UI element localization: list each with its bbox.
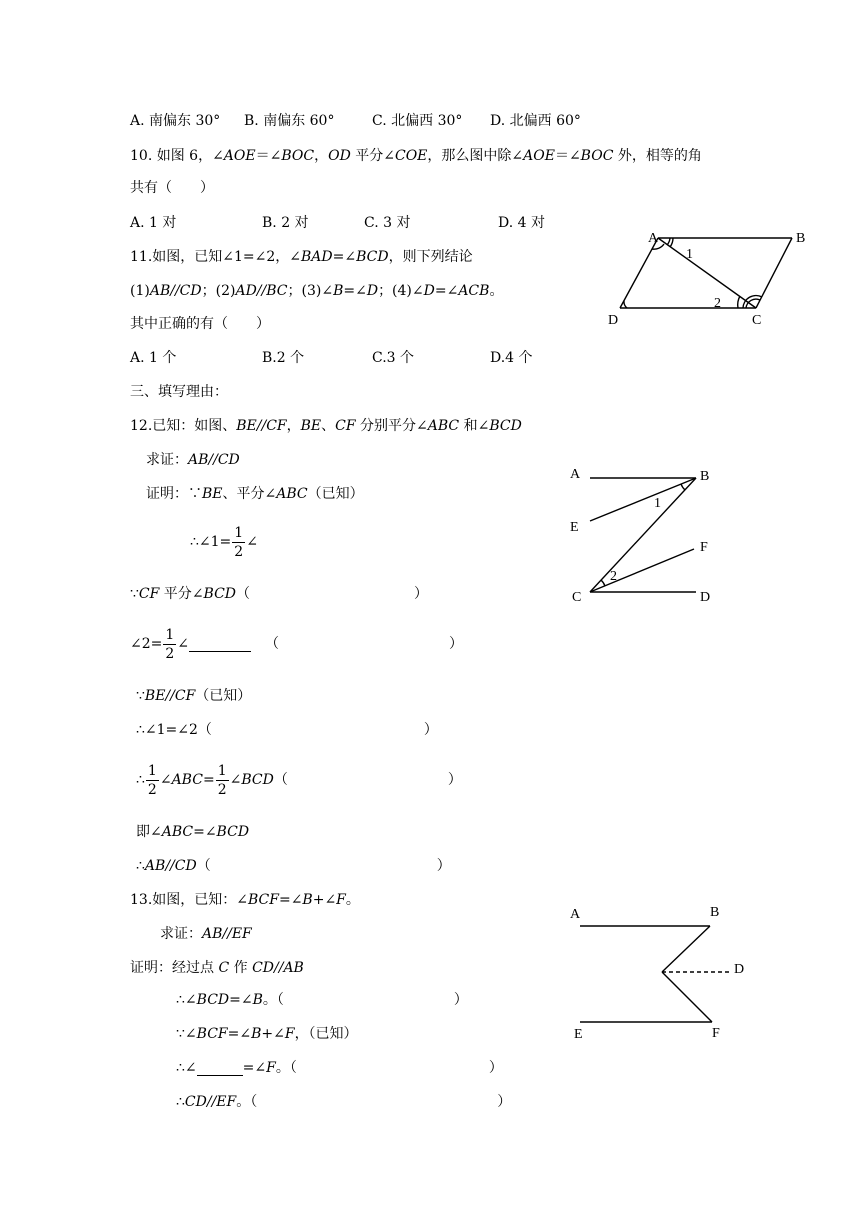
q12-s4-open: （ <box>265 636 280 652</box>
q13-s2-lead: ∴ <box>176 992 185 1008</box>
q12-step4 <box>130 624 463 664</box>
q13-s4-close: ） <box>488 1060 503 1076</box>
q12-s2-half <box>232 524 245 561</box>
q12-prove-label: 求证： <box>146 452 188 468</box>
q11-question: 其中正确的有（ ） <box>130 316 270 332</box>
q12-s4-close: ） <box>449 636 464 652</box>
q12-s3-angle: ∠BCD <box>191 586 237 602</box>
q12-s8-lead: 即 <box>136 824 150 840</box>
q12-s7-eq: = <box>202 772 215 788</box>
q12-s4-lead: ∠2= <box>130 636 163 652</box>
q13-s3-reason: ，（已知） <box>294 1026 358 1042</box>
q12-s7-close: ） <box>447 772 462 788</box>
q13-s1-lead: 证明：经过点 <box>130 960 219 976</box>
q12-s3-open: （ <box>236 586 251 602</box>
q10-option-b: B. 2 对 <box>262 215 309 231</box>
q13-s3-lead: ∵ <box>176 1026 185 1042</box>
q12-s6-lead: ∴∠1=∠2（ <box>136 722 212 738</box>
q13-s5-lead: ∴ <box>176 1094 185 1110</box>
q13-label-e: E <box>574 1027 583 1042</box>
q13-label-f: F <box>712 1026 720 1041</box>
q12-step6 <box>136 720 438 740</box>
q12-s5-parallel: BE//CF <box>144 688 196 704</box>
q10-angle-coe: ∠COE <box>383 148 428 164</box>
q11-label-d: D <box>608 313 619 328</box>
q12-s3-close: ） <box>414 586 429 602</box>
q10-stem-line2: 共有（ ） <box>130 180 214 196</box>
q12-angle-bcd: ∠BCD <box>477 418 522 434</box>
q11-end: 。 <box>489 283 504 299</box>
q9-option-b: B. 南偏东 60° <box>244 113 335 129</box>
q12-step2 <box>190 522 258 562</box>
q12-s8-angles: ∠ABC=∠BCD <box>150 824 250 840</box>
q12-s4-num: 1 <box>165 626 175 643</box>
q11-sep1: ；(2) <box>201 283 236 299</box>
q13-step3 <box>176 1024 358 1044</box>
q13-label-a: A <box>570 907 581 922</box>
q11-given: 11.如图，已知∠1=∠2， <box>130 249 290 265</box>
q11-tail: ，则下列结论 <box>388 249 473 265</box>
q13-s1-parallel: CD//AB <box>252 960 304 976</box>
q12-step1 <box>146 484 364 504</box>
q12-dun: 、 <box>321 418 336 434</box>
q12-arc-b <box>681 484 685 490</box>
q12-s7-den-1: 2 <box>147 781 157 798</box>
q11-figure <box>600 224 820 328</box>
q11-c1: AB//CD <box>149 283 202 299</box>
q10-option-a: A. 1 对 <box>130 215 177 231</box>
q12-s3-cf: CF <box>138 586 160 602</box>
q12-proof-label: 证明：∵ <box>146 486 202 502</box>
q12-cf: CF <box>335 418 356 434</box>
q11-arc-a1 <box>667 238 670 245</box>
q11-label-a: A <box>648 231 659 246</box>
q10-angle-aoe: ∠AOE <box>212 148 256 164</box>
q12-angle-abc: ∠ABC <box>416 418 460 434</box>
q12-s9-lead: ∴ <box>136 858 145 874</box>
q12-s7-angle-abc: ∠ABC <box>159 772 203 788</box>
q11-label-2: 2 <box>714 296 721 311</box>
q12-s6-close: ） <box>423 722 438 738</box>
q12-label-1: 1 <box>654 496 661 511</box>
q10-eq: ＝ <box>255 148 270 164</box>
q10-eq-2: ＝ <box>554 148 569 164</box>
q13-s2-close: ） <box>453 992 468 1008</box>
q13-prove-stmt: AB//EF <box>202 926 252 942</box>
q13-end: 。 <box>345 892 360 908</box>
q12-be-cf: BE//CF <box>236 418 287 434</box>
q12-s7-den-2: 2 <box>217 781 227 798</box>
q13-s2-angles: ∠BCD=∠B <box>184 992 263 1008</box>
q13-s1-point: C <box>218 960 230 976</box>
q12-s9-open: （ <box>196 858 211 874</box>
q12-s7-num-1: 1 <box>147 762 157 779</box>
q12-label-d: D <box>700 590 711 605</box>
q12-prove <box>146 450 240 470</box>
q12-s4-angle: ∠ <box>177 636 190 652</box>
q12-label-e: E <box>570 520 579 535</box>
q12-s4-den: 2 <box>165 645 175 662</box>
q10-od: OD <box>328 148 351 164</box>
q12-seg-cf <box>590 549 694 592</box>
q12-given: 12.已知：如图、 <box>130 418 237 434</box>
q11-label-c: C <box>752 313 762 328</box>
q13-s4-lead: ∴∠ <box>176 1060 197 1076</box>
q13-s2-open: 。（ <box>262 992 284 1008</box>
q11-arc-d <box>624 301 627 308</box>
q10-angle-boc: ∠BOC <box>269 148 315 164</box>
q12-s7-lead: ∴ <box>136 772 145 788</box>
q12-bisect: 分别平分 <box>355 418 417 434</box>
q11-label-b: B <box>796 231 806 246</box>
q12-label-c: C <box>572 590 582 605</box>
q12-s7-num-2: 1 <box>217 762 227 779</box>
q13-s4-angle-f: ∠F <box>254 1060 276 1076</box>
q10-option-d: D. 4 对 <box>498 215 545 231</box>
section3-title: 三、填写理由： <box>130 384 228 400</box>
q11-c1-label: (1) <box>130 283 150 299</box>
q11-c3: ∠B=∠D <box>321 283 379 299</box>
q13-label-b: B <box>710 905 720 920</box>
q12-and: 和 <box>459 418 478 434</box>
q13-s5-open: 。（ <box>236 1094 258 1110</box>
q13-step4 <box>176 1058 503 1078</box>
q12-s7-open: （ <box>273 772 288 788</box>
q13-s4-eq: = <box>242 1060 255 1076</box>
q13-s5-close: ） <box>497 1094 512 1110</box>
q12-step5 <box>136 686 251 706</box>
q11-arc-c1 <box>738 296 740 308</box>
q13-step5 <box>176 1092 511 1112</box>
q10-option-c: C. 3 对 <box>364 215 411 231</box>
q12-label-b: B <box>700 469 710 484</box>
q12-figure <box>560 460 730 610</box>
q11-option-a: A. 1 个 <box>130 350 177 366</box>
q12-step7 <box>136 760 462 800</box>
q11-stem <box>130 247 473 267</box>
q10-bisect: 平分 <box>350 148 384 164</box>
q13-s3-angles: ∠BCF=∠B+∠F <box>184 1026 295 1042</box>
q12-step3 <box>130 584 428 604</box>
q10-angle-aoe-2: ∠AOE <box>511 148 555 164</box>
q13-s1-make: 作 <box>229 960 253 976</box>
q11-option-b: B.2 个 <box>262 350 305 366</box>
q12-s4-blank[interactable] <box>189 637 251 652</box>
q10-tail: 外，相等的角 <box>613 148 702 164</box>
q9-option-c: C. 北偏西 30° <box>372 113 463 129</box>
q12-s7-angle-bcd: ∠BCD <box>229 772 274 788</box>
q12-s5-reason: （已知） <box>195 688 252 704</box>
q11-option-c: C.3 个 <box>372 350 415 366</box>
q13-s4-open: 。（ <box>275 1060 297 1076</box>
q12-step9 <box>136 856 451 876</box>
q12-s2-angle: ∠ <box>246 534 258 550</box>
q12-p1-bisect: 、平分 <box>222 486 265 502</box>
q13-figure <box>560 900 760 1050</box>
q12-step8 <box>136 822 249 842</box>
q13-s4-blank[interactable] <box>197 1061 243 1076</box>
q13-given: 13.如图，已知： <box>130 892 237 908</box>
q11-seg-ac <box>658 238 756 308</box>
q10-angle-boc-2: ∠BOC <box>568 148 614 164</box>
q12-p1-angle: ∠ABC <box>264 486 308 502</box>
q12-stem <box>130 416 522 436</box>
q13-s5-parallel: CD//EF <box>184 1094 237 1110</box>
q12-comma: ， <box>286 418 301 434</box>
q13-prove-label: 求证： <box>160 926 202 942</box>
q13-seg-cf <box>662 972 712 1022</box>
q12-s2-num: 1 <box>234 524 244 541</box>
q11-sep2: ；(3) <box>287 283 322 299</box>
q11-sep3: ；(4) <box>378 283 412 299</box>
q13-stem <box>130 890 360 910</box>
q11-c4: ∠D=∠ACB <box>411 283 490 299</box>
q13-step2 <box>176 990 468 1010</box>
q12-s2-den: 2 <box>234 543 244 560</box>
q12-s3-because: ∵ <box>130 586 139 602</box>
q10-comma: ， <box>314 148 329 164</box>
q12-s4-half <box>163 626 176 663</box>
q12-p1-reason: （已知） <box>307 486 364 502</box>
q12-s9-close: ） <box>436 858 451 874</box>
q11-label-1: 1 <box>686 247 693 262</box>
q12-s7-half-2 <box>216 762 229 799</box>
q13-given-angles: ∠BCF=∠B+∠F <box>236 892 346 908</box>
q11-c2: AD//BC <box>235 283 288 299</box>
q10-prefix: 10. 如图 6， <box>130 148 213 164</box>
q12-p1-be: BE <box>202 486 223 502</box>
q12-be: BE <box>300 418 322 434</box>
q12-s7-half-1 <box>146 762 159 799</box>
q12-s3-bisect: 平分 <box>159 586 192 602</box>
q12-s2-lead: ∴∠1= <box>190 534 232 550</box>
q12-label-2: 2 <box>610 569 617 584</box>
q11-seg-bc <box>756 238 792 308</box>
q11-option-d: D.4 个 <box>490 350 533 366</box>
q12-label-f: F <box>700 540 708 555</box>
q12-s9-parallel: AB//CD <box>144 858 197 874</box>
q12-seg-bc <box>590 478 696 592</box>
q11-conclusions <box>130 281 503 301</box>
q12-s5-because: ∵ <box>136 688 145 704</box>
q9-option-d: D. 北偏西 60° <box>490 113 581 129</box>
q13-label-d: D <box>734 962 745 977</box>
q12-seg-be <box>590 478 696 521</box>
q9-option-a: A. 南偏东 30° <box>130 113 221 129</box>
q12-arc-c <box>601 580 605 586</box>
q11-given-angles: ∠BAD=∠BCD <box>289 249 389 265</box>
q13-prove <box>160 924 252 944</box>
q12-label-a: A <box>570 467 581 482</box>
q13-seg-bc <box>662 926 710 972</box>
q10-stem <box>130 146 702 166</box>
q10-mid: ，那么图中除 <box>427 148 512 164</box>
q13-step1 <box>130 958 304 978</box>
q12-prove-stmt: AB//CD <box>188 452 240 468</box>
